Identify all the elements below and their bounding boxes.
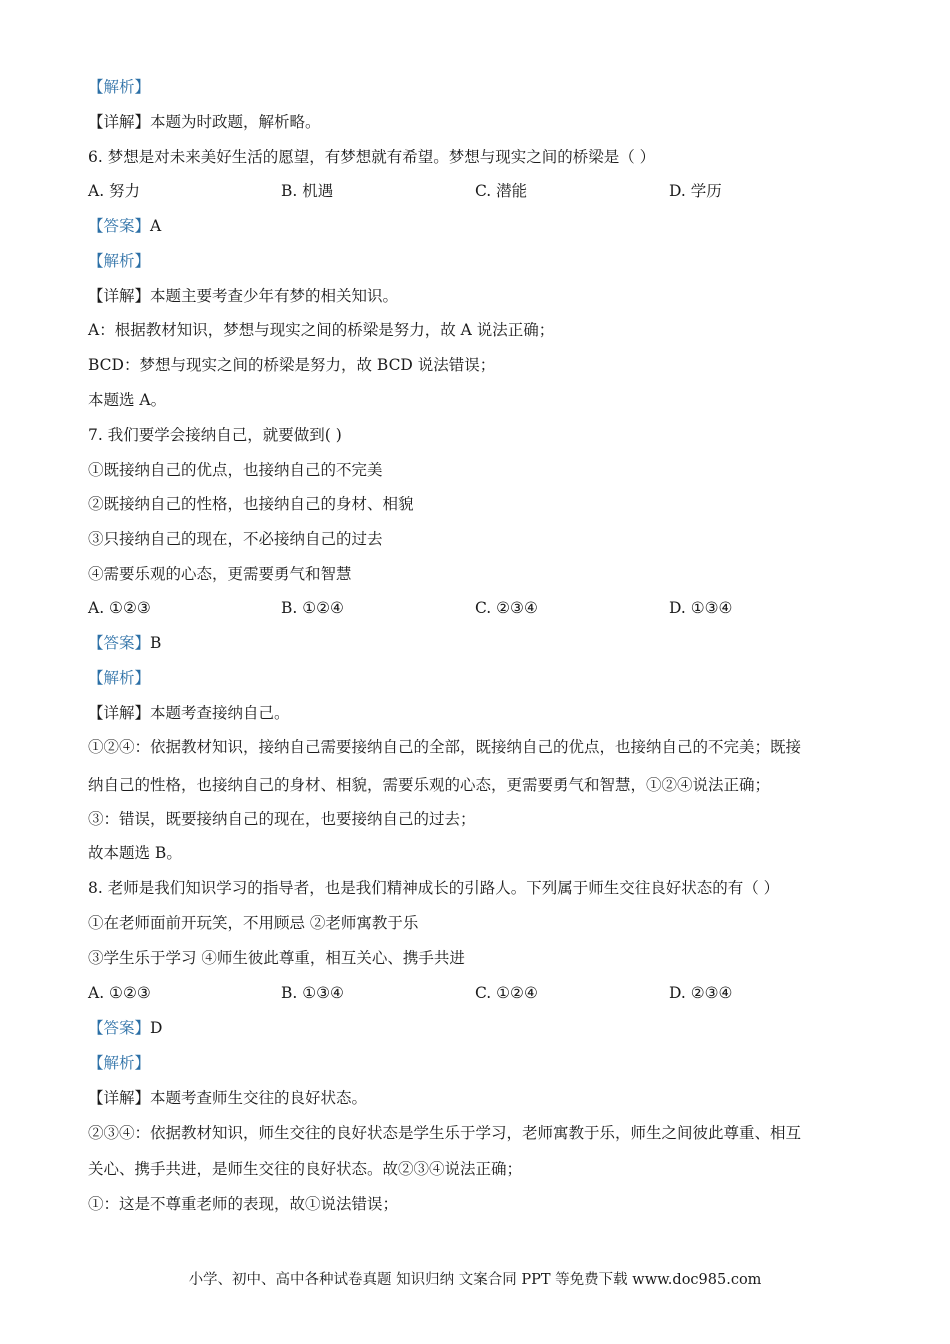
answer-line	[88, 216, 161, 236]
answer-value: A	[150, 217, 162, 235]
detail-line: 【详解】本题为时政题，解析略。	[88, 113, 321, 131]
jiexi-label: 【解析】	[88, 669, 151, 687]
answer-value: D	[150, 1019, 163, 1037]
analysis-line: 本题选 A。	[88, 391, 167, 409]
xiangjie-label: 【详解】	[88, 113, 151, 131]
detail-line: 【详解】本题考查师生交往的良好状态。	[88, 1089, 368, 1107]
daan-label: 【答案】	[88, 217, 151, 235]
answer-value: B	[150, 634, 162, 652]
option-c: C. ①②④	[475, 984, 538, 1002]
analysis-line: 关心、携手共进，是师生交往的良好状态。故②③④说法正确；	[88, 1160, 523, 1178]
analysis-line: ③：错误，既要接纳自己的现在，也要接纳自己的过去；	[88, 810, 476, 828]
detail-line: 【详解】本题考查接纳自己。	[88, 704, 290, 722]
statement-line: ③学生乐于学习 ④师生彼此尊重，相互关心、携手共进	[88, 949, 465, 967]
analysis-line: ①：这是不尊重老师的表现，故①说法错误；	[88, 1195, 399, 1213]
options-q7	[88, 598, 868, 618]
option-b: B. ①③④	[281, 984, 344, 1002]
jiexi-label: 【解析】	[88, 252, 151, 270]
statement-line: ①既接纳自己的优点，也接纳自己的不完美	[88, 461, 383, 479]
options-q8	[88, 983, 868, 1003]
analysis-line: A：根据教材知识，梦想与现实之间的桥梁是努力，故 A 说法正确；	[88, 321, 555, 339]
statement-line: ②既接纳自己的性格，也接纳自己的身材、相貌	[88, 495, 414, 513]
option-b: B. ①②④	[281, 599, 344, 617]
answer-line	[88, 1018, 162, 1038]
analysis-line: 纳自己的性格，也接纳自己的身材、相貌，需要乐观的心态，更需要勇气和智慧，①②④说法正确；	[88, 776, 771, 794]
analysis-line: ①②④：依据教材知识，接纳自己需要接纳自己的全部，既接纳自己的优点，也接纳自己的不完美；既接	[88, 738, 802, 756]
analysis-line: ②③④：依据教材知识，师生交往的良好状态是学生乐于学习，老师寓教于乐，师生之间彼此尊重、相互	[88, 1124, 802, 1142]
xiangjie-label: 【详解】	[88, 287, 151, 305]
option-c: C. ②③④	[475, 599, 538, 617]
answer-line	[88, 633, 161, 653]
options-q6	[88, 181, 868, 201]
detail-line: 【详解】本题主要考查少年有梦的相关知识。	[88, 287, 399, 305]
option-d: D. ①③④	[669, 599, 733, 617]
question-6: 6. 梦想是对未来美好生活的愿望，有梦想就有希望。梦想与现实之间的桥梁是（ ）	[88, 148, 656, 166]
option-a: A. ①②③	[88, 599, 151, 617]
question-7: 7. 我们要学会接纳自己，就要做到( )	[88, 426, 342, 444]
statement-line: ③只接纳自己的现在，不必接纳自己的过去	[88, 530, 383, 548]
question-8: 8. 老师是我们知识学习的指导者，也是我们精神成长的引路人。下列属于师生交往良好状态的有（ ）	[88, 879, 780, 897]
jiexi-label: 【解析】	[88, 1054, 151, 1072]
daan-label: 【答案】	[88, 1019, 151, 1037]
analysis-line: BCD：梦想与现实之间的桥梁是努力，故 BCD 说法错误；	[88, 356, 496, 374]
option-d: D. ②③④	[669, 984, 733, 1002]
xiangjie-label: 【详解】	[88, 1089, 151, 1107]
option-a: A. ①②③	[88, 984, 151, 1002]
page-footer: 小学、初中、高中各种试卷真题 知识归纳 文案合同 PPT 等免费下载 www.doc985.com	[188, 1272, 762, 1288]
analysis-line: 故本题选 B。	[88, 844, 182, 862]
statement-line: ①在老师面前开玩笑，不用顾忌 ②老师寓教于乐	[88, 914, 419, 932]
option-b: B. 机遇	[281, 182, 334, 200]
option-d: D. 学历	[669, 182, 722, 200]
jiexi-label: 【解析】	[88, 78, 151, 96]
option-c: C. 潜能	[475, 182, 528, 200]
daan-label: 【答案】	[88, 634, 151, 652]
option-a: A. 努力	[88, 182, 141, 200]
statement-line: ④需要乐观的心态，更需要勇气和智慧	[88, 565, 352, 583]
xiangjie-label: 【详解】	[88, 704, 151, 722]
